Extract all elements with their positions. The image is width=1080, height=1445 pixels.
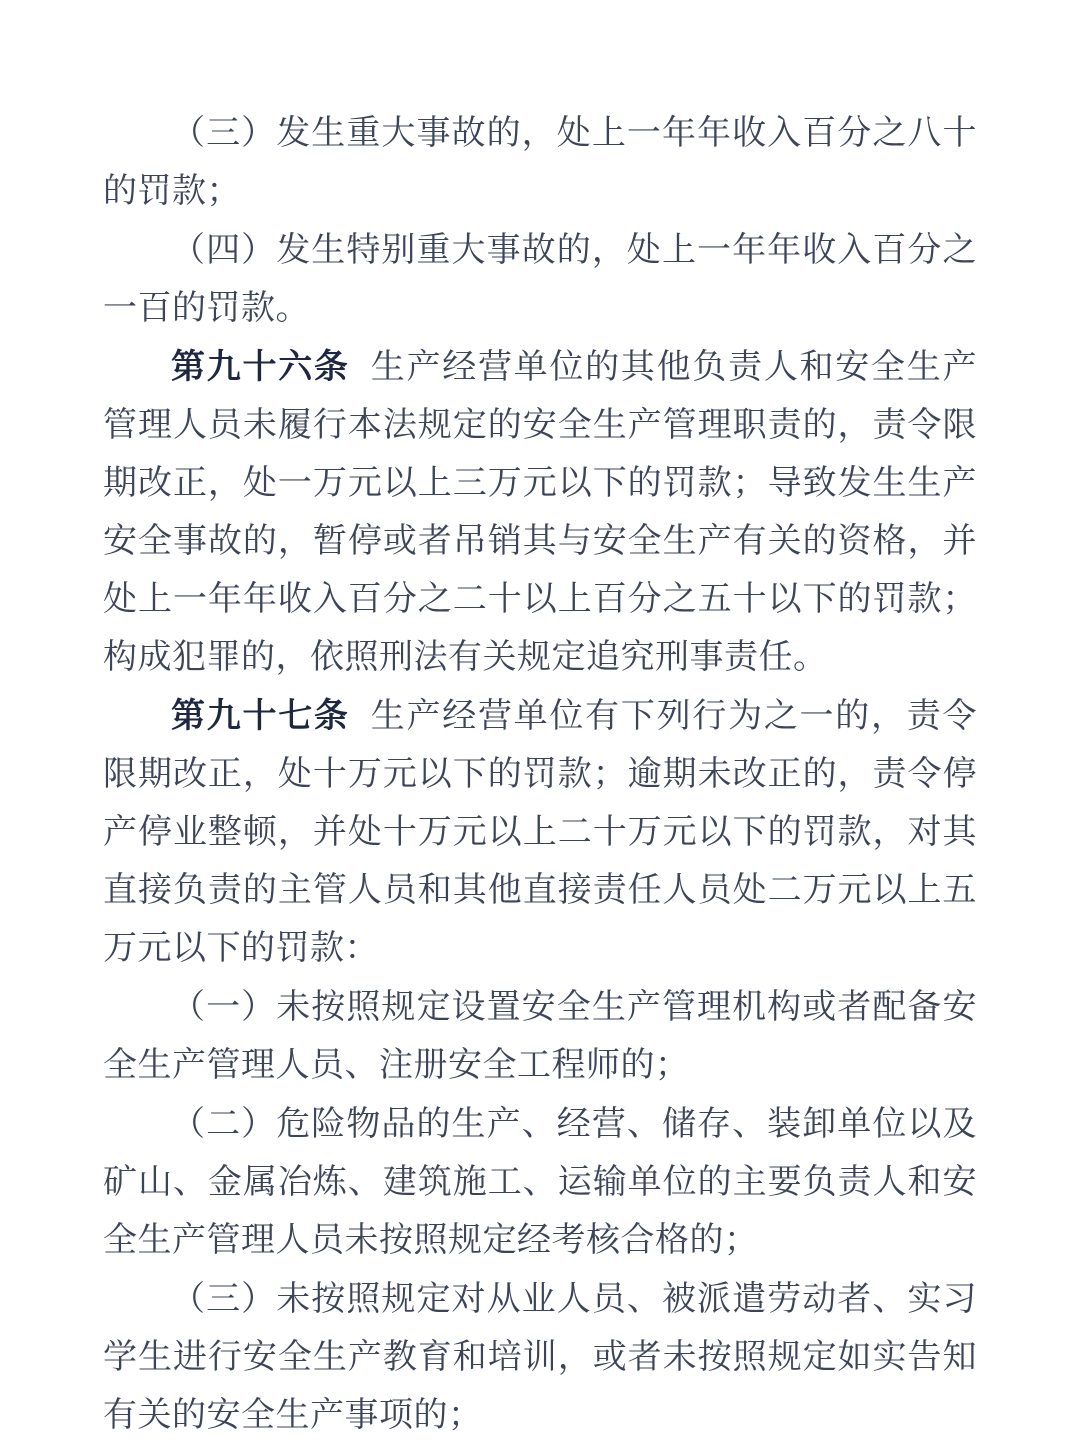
subitem-3 <box>103 1270 977 1445</box>
clause-item-4 <box>103 221 977 338</box>
article-96-text: 生产经营单位的其他负责人和安全生产管理人员未履行本法规定的安全生产管理职责的，责令限期改正，处一万元以上三万元以下的罚款；导致发生生产安全事故的，暂停或者吊销其与安全生产有关的资格，并处上一年年收入百分之二十以上百分之五十以下的罚款；构成犯罪的，依照刑法有关规定追究刑事责任。 <box>103 349 977 676</box>
clause-text: （三）发生重大事故的，处上一年年收入百分之八十的罚款； <box>103 115 977 210</box>
clause-text: （四）发生特别重大事故的，处上一年年收入百分之一百的罚款。 <box>103 232 977 327</box>
article-97-paragraph <box>103 687 977 978</box>
clause-item-3 <box>103 104 977 221</box>
article-97-text: 生产经营单位有下列行为之一的，责令限期改正，处十万元以下的罚款；逾期未改正的，责令停产停业整顿，并处十万元以上二十万元以下的罚款，对其直接负责的主管人员和其他直接责任人员处二万元以上五万元以下的罚款： <box>103 698 977 967</box>
subitem-text: （三）未按照规定对从业人员、被派遣劳动者、实习学生进行安全生产教育和培训，或者未按照规定如实告知有关的安全生产事项的； <box>103 1281 977 1434</box>
article-97-number: 第九十七条 <box>171 697 350 735</box>
subitem-text: （二）危险物品的生产、经营、储存、装卸单位以及矿山、金属冶炼、建筑施工、运输单位的主要负责人和安全生产管理人员未按照规定经考核合格的； <box>103 1106 977 1259</box>
article-96-number: 第九十六条 <box>171 348 350 386</box>
subitem-1 <box>103 978 977 1095</box>
subitem-text: （一）未按照规定设置安全生产管理机构或者配备安全生产管理人员、注册安全工程师的； <box>103 989 977 1084</box>
article-96-paragraph <box>103 338 977 687</box>
subitem-2 <box>103 1095 977 1270</box>
